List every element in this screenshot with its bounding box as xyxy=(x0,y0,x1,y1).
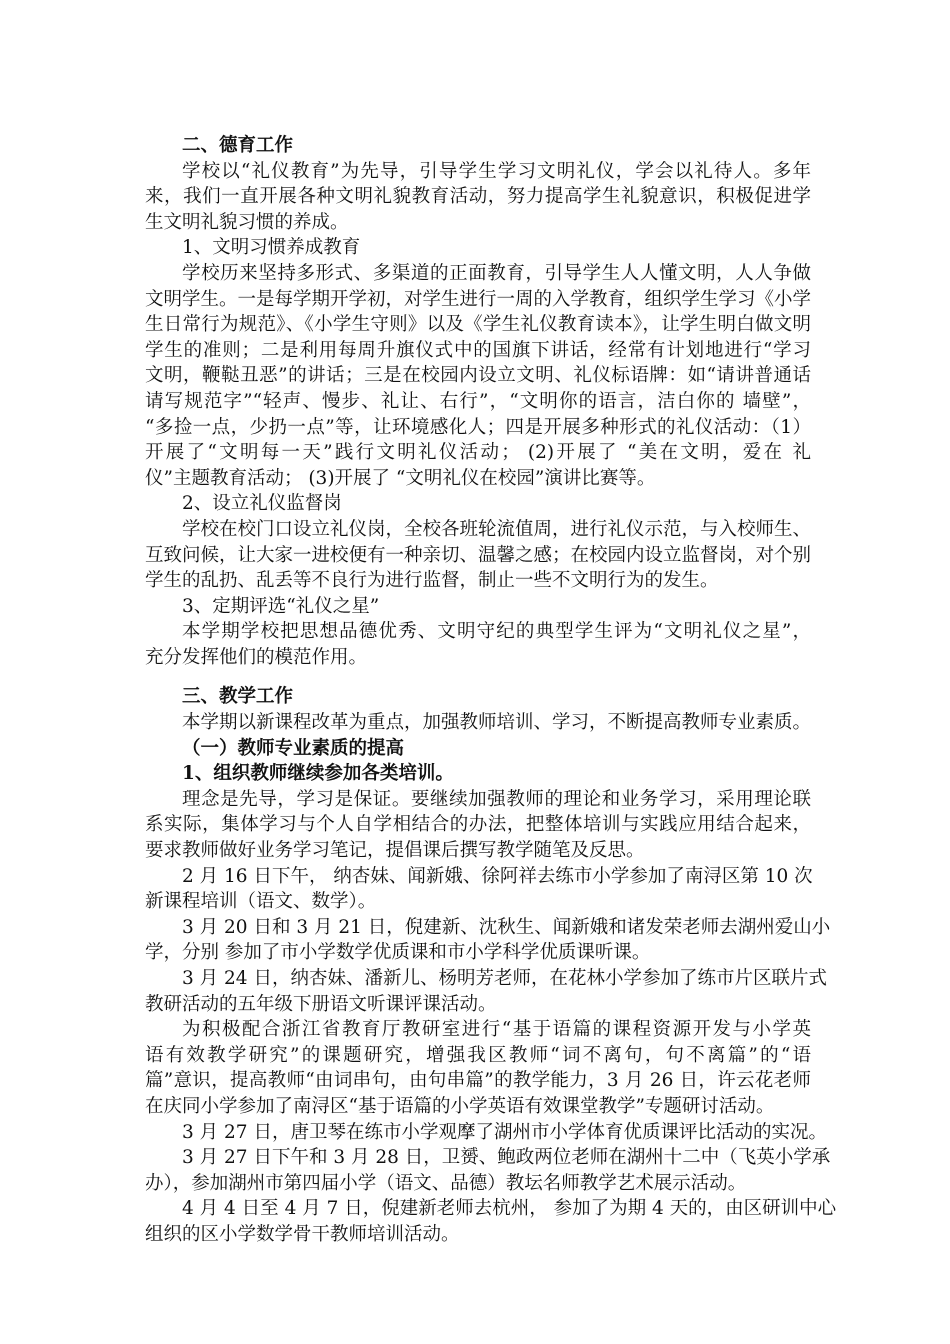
paragraph xyxy=(145,1120,827,1146)
sub-sub-heading: 1、组织教师继续参加各类培训。 xyxy=(182,763,454,785)
section-heading-moral: 二、德育工作 xyxy=(182,135,294,156)
text-line: 篇”意识，提高教师“由词串句，由句串篇”的教学能力，3 月 26 日，许云花老师 xyxy=(145,1070,811,1092)
text-line: 文明学生。一是每学期开学初，对学生进行一周的入学教育，组织学生学习《小学 xyxy=(145,288,812,310)
text-line: 生日常行为规范》、《小学生守则》以及《学生礼仪教育读本》，让学生明白做文明 xyxy=(145,314,811,336)
text-line: 3 月 20 日和 3 月 21 日，倪建新、沈秋生、闻新娥和诸发荣老师去湖州爱山小 xyxy=(182,916,831,938)
text-line: 3 月 27 日，唐卫琴在练市小学观摩了湖州市小学体育优质课评比活动的实况。 xyxy=(182,1121,827,1143)
paragraph xyxy=(145,915,831,966)
paragraph xyxy=(145,787,811,864)
paragraph xyxy=(145,159,811,236)
subsection-title: 3、定期评选“礼仪之星” xyxy=(182,595,380,617)
text-line: 学生的准则；二是利用每周升旗仪式中的国旗下讲话，经常有计划地进行“学习 xyxy=(145,339,811,361)
text-line: 为积极配合浙江省教育厅教研室进行“基于语篇的课程资源开发与小学英 xyxy=(182,1019,811,1041)
paragraph xyxy=(145,864,811,915)
text-line: 3 月 24 日，纳杏妹、潘新儿、杨明芳老师，在花林小学参加了练市片区联片式 xyxy=(182,968,827,989)
sub-heading: （一）教师专业素质的提高 xyxy=(182,737,405,759)
text-line: 学校历来坚持多形式、多渠道的正面教育，引导学生人人懂文明，人人争做 xyxy=(182,262,811,284)
text-line: 生文明礼貌习惯的养成。 xyxy=(145,211,349,233)
text-line: 文明，鞭鞑丑恶”的讲话；三是在校园内设立文明、礼仪标语牌：如“请讲普通话 xyxy=(145,365,811,387)
text-line: 办），参加湖州市第四届小学（语文、品德）教坛名师教学艺术展示活动。 xyxy=(145,1172,747,1194)
text-line: 互致问候，让大家一进校便有一种亲切、温馨之感；在校园内设立监督岗，对个别 xyxy=(145,544,812,566)
text-line: 系实际，集体学习与个人自学相结合的办法，把整体培训与实践应用结合起来， xyxy=(145,814,811,836)
text-line: 2 月 16 日下午， 纳杏妹、闻新娥、徐阿祥去练市小学参加了南浔区第 10 次 xyxy=(182,865,813,887)
section-heading-teaching: 三、教学工作 xyxy=(182,686,294,708)
section-intro: 本学期以新课程改革为重点，加强教师培训、学习，不断提高教师专业素质。 xyxy=(182,712,812,734)
text-line: “多捡一点，少扔一点”等，让环境感化人；四是开展多种形式的礼仪活动：（1） xyxy=(145,416,811,438)
text-line: 学，分别 参加了市小学数学优质课和市小学科学优质课听课。 xyxy=(145,942,651,964)
text-line: 教研活动的五年级下册语文听课评课活动。 xyxy=(145,993,497,1015)
paragraph xyxy=(145,1196,837,1247)
section-gap xyxy=(145,670,811,684)
text-line: 本学期学校把思想品德优秀、文明守纪的典型学生评为“文明礼仪之星”， xyxy=(182,621,811,643)
text-line: 3 月 27 日下午和 3 月 28 日，卫赟、鲍政两位老师在湖州十二中（飞英小学承 xyxy=(182,1147,831,1169)
text-line: 语有效教学研究”的课题研究，增强我区教师“词不离句，句不离篇”的“语 xyxy=(145,1044,811,1066)
text-line: 组织的区小学数学骨干教师培训活动。 xyxy=(145,1223,460,1245)
subsection-title: 2、设立礼仪监督岗 xyxy=(182,493,342,515)
text-line: 4 月 4 日至 4 月 7 日，倪建新老师去杭州， 参加了为期 4 天的，由区研训中心 xyxy=(182,1198,837,1220)
text-line: 学校在校门口设立礼仪岗，全校各班轮流值周，进行礼仪示范，与入校师生、 xyxy=(182,518,812,540)
paragraph xyxy=(145,261,811,491)
text-line: 充分发挥他们的模范作用。 xyxy=(145,646,368,668)
text-line: 来，我们一直开展各种文明礼貌教育活动，努力提高学生礼貌意识，积极促进学 xyxy=(145,186,811,208)
document-page xyxy=(145,133,837,1248)
paragraph xyxy=(145,619,811,670)
text-line: 在庆同小学参加了南浔区“基于语篇的小学英语有效课堂教学”专题研讨活动。 xyxy=(145,1095,775,1117)
subsection-title: 1、文明习惯养成教育 xyxy=(182,237,361,259)
text-line: 开展了“文明每一天”践行文明礼仪活动； (2)开展了 “美在文明，爱在 礼 xyxy=(145,442,811,464)
paragraph xyxy=(145,966,827,1017)
paragraph xyxy=(145,1145,831,1196)
text-line: 理念是先导，学习是保证。要继续加强教师的理论和业务学习，采用理论联 xyxy=(182,788,811,810)
text-line: 新课程培训（语文、数学）。 xyxy=(145,891,377,913)
text-line: 请写规范字”“轻声、慢步、礼让、右行”，“文明你的语言，洁白你的 墙壁”， xyxy=(145,390,811,412)
text-line: 学生的乱扔、乱丢等不良行为进行监督，制止一些不文明行为的发生。 xyxy=(145,570,719,592)
text-line: 仪”主题教育活动； (3)开展了 “文明礼仪在校园”演讲比赛等。 xyxy=(145,467,656,489)
text-line: 要求教师做好业务学习笔记，提倡课后撰写教学随笔及反思。 xyxy=(145,840,645,862)
paragraph xyxy=(145,1017,811,1119)
text-line: 学校以“礼仪教育”为先导，引导学生学习文明礼仪，学会以礼待人。多年 xyxy=(182,160,811,182)
paragraph xyxy=(145,517,811,594)
